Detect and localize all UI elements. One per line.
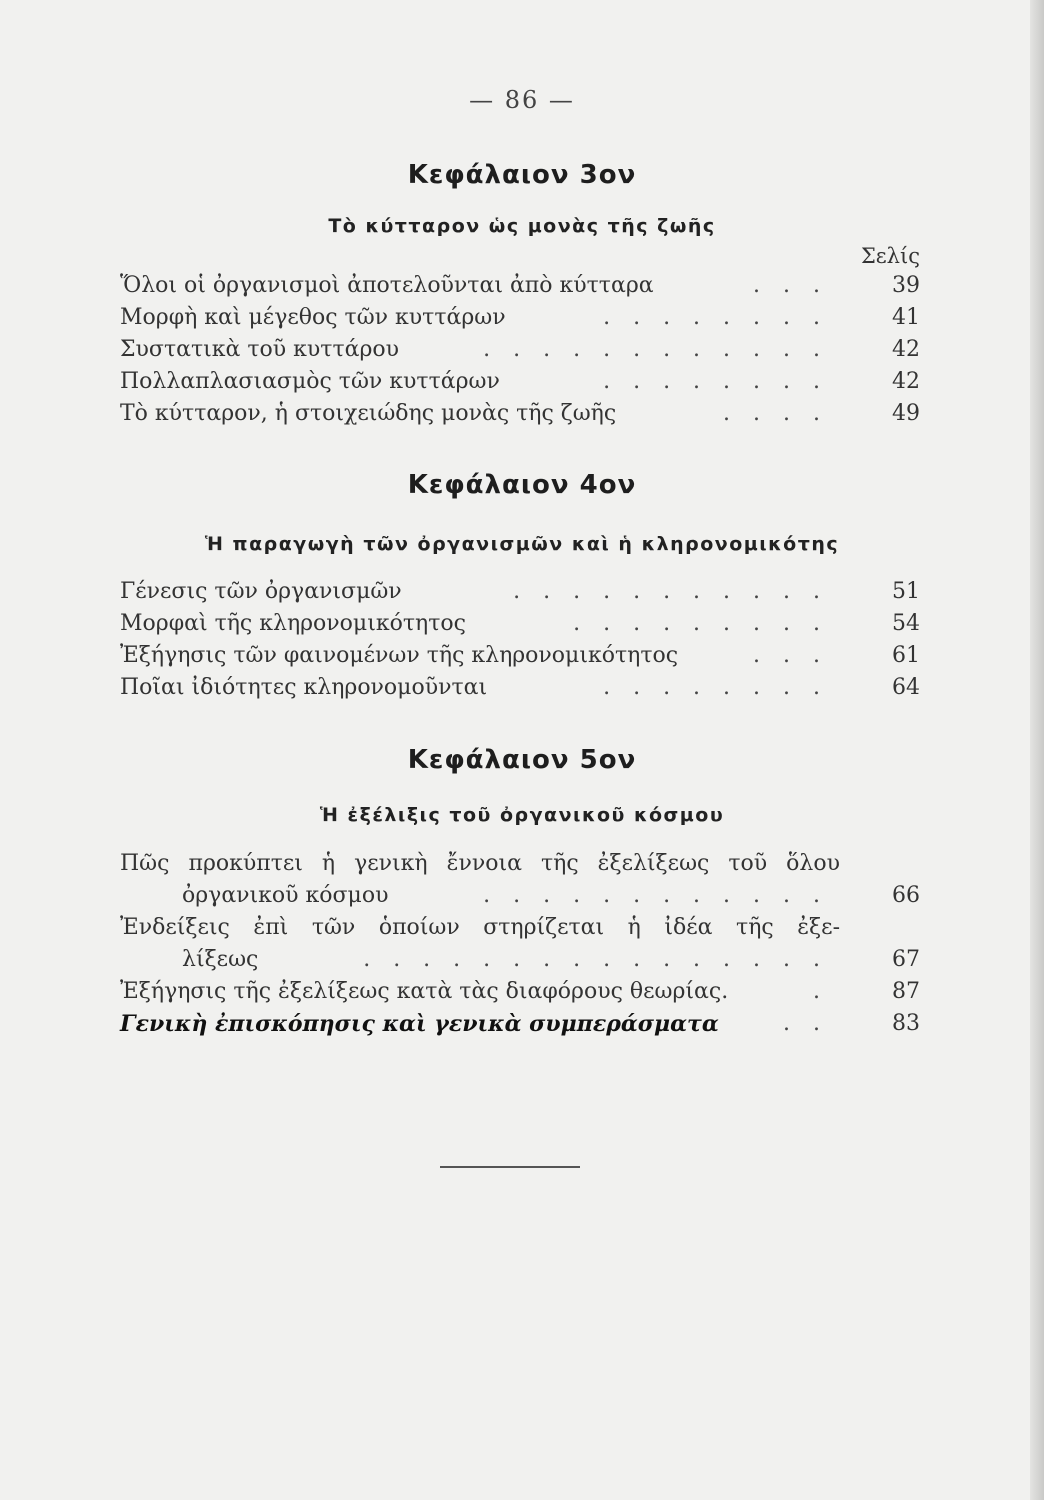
chapter-3-heading: Κεφάλαιον 3ον bbox=[407, 160, 637, 190]
toc-entry-leader: . . . . . . . . bbox=[603, 675, 828, 700]
toc-entry-page: 42 bbox=[892, 337, 920, 362]
toc-entry bbox=[120, 398, 920, 430]
chapter-3-entries bbox=[120, 270, 920, 430]
toc-entry-title: Συστατικὰ τοῦ κυττάρου bbox=[120, 337, 400, 362]
toc-entry bbox=[120, 270, 920, 302]
page-column-header: Σελίς bbox=[860, 244, 920, 268]
toc-entry-page: 64 bbox=[892, 675, 920, 700]
toc-entry-title: Μορφὴ καὶ μέγεθος τῶν κυττάρων bbox=[120, 305, 506, 330]
toc-entry bbox=[120, 976, 920, 1008]
toc-entry-leader: . . . . . . . . . . . . . . . . bbox=[363, 947, 828, 972]
chapter-4-heading: Κεφάλαιον 4ον bbox=[407, 470, 637, 500]
toc-entry-leader: . . . . . . . . bbox=[603, 305, 828, 330]
toc-entry bbox=[120, 334, 920, 366]
toc-entry bbox=[120, 640, 920, 672]
toc-entry-title: Γενικὴ ἐπισκόπησις καὶ γενικὰ συμπεράσματα bbox=[120, 1011, 719, 1037]
toc-entry-title: Ἐνδείξεις ἐπὶ τῶν ὁποίων στηρίζεται ἡ ἰδέα τῆς ἐξε- bbox=[120, 915, 840, 940]
toc-entry-leader: . bbox=[813, 979, 828, 1004]
toc-entry bbox=[120, 302, 920, 334]
toc-entry-title: Πῶς προκύπτει ἡ γενικὴ ἔννοια τῆς ἐξελίξεως τοῦ ὅλου bbox=[120, 851, 840, 876]
toc-entry bbox=[120, 944, 920, 976]
chapter-5-entries bbox=[120, 848, 920, 1040]
toc-entry-page: 66 bbox=[892, 883, 920, 908]
toc-entry-leader: . . . . . . . . . bbox=[573, 611, 828, 636]
toc-entry-page: 41 bbox=[892, 305, 920, 330]
toc-entry-title: λίξεως bbox=[182, 947, 259, 972]
toc-entry bbox=[120, 912, 920, 944]
toc-entry bbox=[120, 1008, 920, 1040]
toc-entry-leader: . . . . . . . . . . . . bbox=[483, 337, 828, 362]
toc-entry-title: Ἐξήγησις τῶν φαινομένων τῆς κληρονομικότητος bbox=[120, 643, 679, 668]
toc-entry-page: 49 bbox=[892, 401, 920, 426]
toc-entry-leader: . . . bbox=[753, 273, 828, 298]
toc-entry-leader: . . . . bbox=[723, 401, 828, 426]
toc-entry-leader: . . . . . . . . . . . bbox=[513, 579, 828, 604]
toc-entry-page: 87 bbox=[892, 979, 920, 1004]
toc-entry bbox=[120, 672, 920, 704]
toc-entry-title: Πολλαπλασιασμὸς τῶν κυττάρων bbox=[120, 369, 500, 394]
toc-entry-title: Μορφαὶ τῆς κληρονομικότητος bbox=[120, 611, 466, 636]
toc-entry-page: 67 bbox=[892, 947, 920, 972]
toc-entry-title: Ποῖαι ἰδιότητες κληρονομοῦνται bbox=[120, 675, 488, 700]
toc-entry-title: Ὅλοι οἱ ὀργανισμοὶ ἀποτελοῦνται ἀπὸ κύτταρα bbox=[120, 273, 654, 298]
chapter-4-subtitle: Ἡ παραγωγὴ τῶν ὀργανισμῶν καὶ ἡ κληρονομικότης bbox=[204, 533, 840, 555]
toc-entry-title: Ἐξήγησις τῆς ἐξελίξεως κατὰ τὰς διαφόρους θεωρίας. bbox=[120, 979, 729, 1004]
toc-entry bbox=[120, 608, 920, 640]
toc-entry-title: ὀργανικοῦ κόσμου bbox=[182, 883, 389, 908]
toc-entry bbox=[120, 576, 920, 608]
toc-entry-leader: . . . . . . . . bbox=[603, 369, 828, 394]
toc-entry-page: 83 bbox=[892, 1011, 920, 1036]
toc-entry-page: 42 bbox=[892, 369, 920, 394]
toc-entry-page: 54 bbox=[892, 611, 920, 636]
toc-entry bbox=[120, 848, 920, 880]
toc-entry-leader: . . . . . . . . . . . . bbox=[483, 883, 828, 908]
toc-entry-page: 61 bbox=[892, 643, 920, 668]
chapter-4-entries bbox=[120, 576, 920, 704]
toc-entry-title: Τὸ κύτταρον, ἡ στοιχειώδης μονὰς τῆς ζωῆς bbox=[120, 401, 617, 426]
toc-entry-title: Γένεσις τῶν ὀργανισμῶν bbox=[120, 579, 402, 604]
chapter-5-subtitle: Ἡ ἐξέλιξις τοῦ ὀργανικοῦ κόσμου bbox=[319, 804, 725, 826]
page-number: — 86 — bbox=[469, 86, 575, 114]
chapter-3-subtitle: Τὸ κύτταρον ὡς μονὰς τῆς ζωῆς bbox=[328, 215, 716, 237]
toc-entry-page: 39 bbox=[892, 273, 920, 298]
toc-entry bbox=[120, 880, 920, 912]
toc-entry-page: 51 bbox=[892, 579, 920, 604]
chapter-5-heading: Κεφάλαιον 5ον bbox=[407, 745, 637, 775]
closing-rule bbox=[440, 1166, 580, 1168]
toc-entry bbox=[120, 366, 920, 398]
toc-entry-leader: . . . bbox=[753, 643, 828, 668]
toc-entry-leader: . . bbox=[783, 1011, 828, 1036]
